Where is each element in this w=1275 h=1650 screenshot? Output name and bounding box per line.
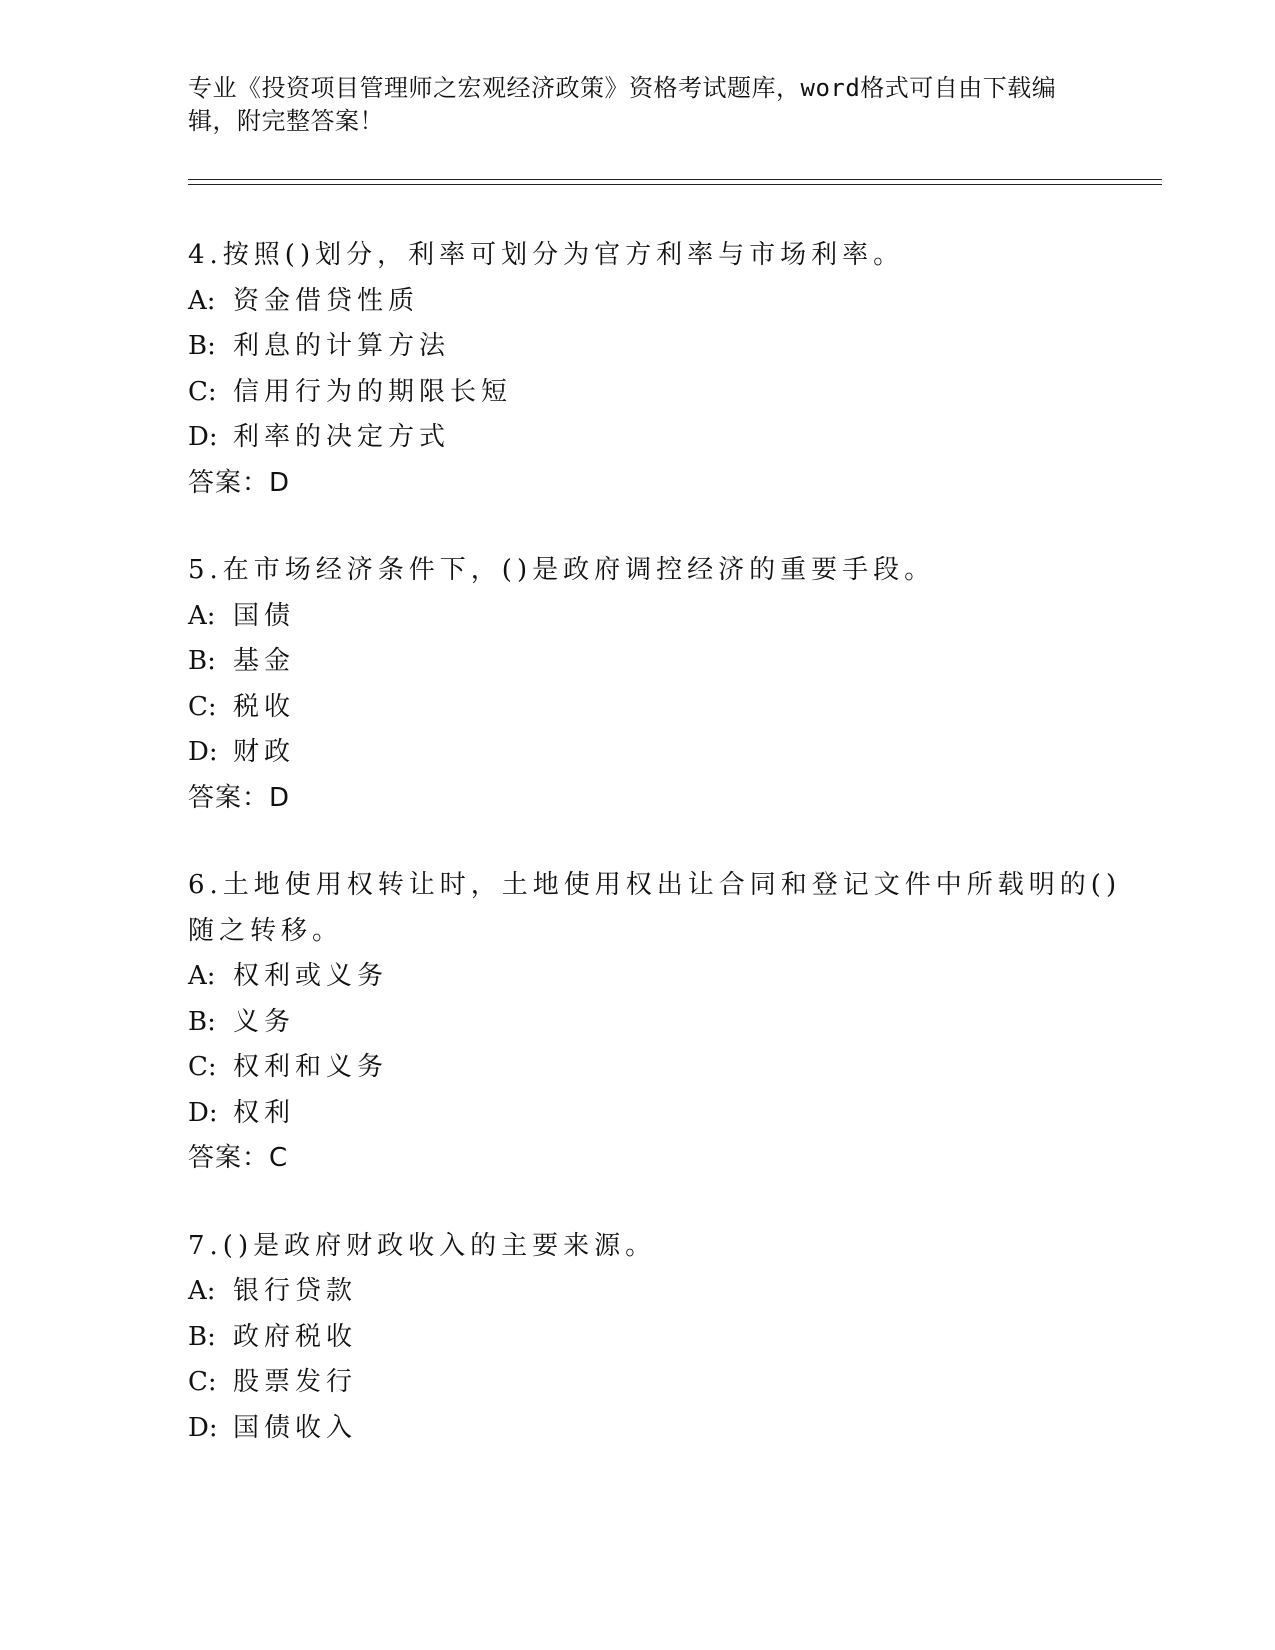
option-text: 税收: [233, 691, 296, 722]
answer-line: 答案：D: [188, 467, 291, 498]
option-a: [188, 1269, 1148, 1315]
option-letter: D:: [188, 737, 218, 767]
option-c: [188, 1360, 1148, 1406]
option-letter: C:: [188, 1367, 217, 1397]
option-text: 权利或义务: [233, 961, 389, 991]
option-b: [188, 639, 1148, 685]
question-stem: 5.在市场经济条件下，()是政府调控经济的重要手段。: [188, 555, 936, 585]
option-letter: B:: [188, 646, 216, 676]
option-text: 银行贷款: [233, 1276, 358, 1306]
question-list: [188, 233, 1148, 1493]
header-divider-top: [188, 179, 1162, 180]
option-text: 权利: [233, 1097, 296, 1128]
option-letter: C:: [188, 691, 217, 722]
option-text: 基金: [233, 646, 296, 676]
option-text: 义务: [233, 1006, 296, 1037]
option-d: [188, 1406, 1148, 1452]
option-text: 国债: [233, 600, 296, 631]
header-divider-bottom: [188, 184, 1162, 185]
option-text: 国债收入: [233, 1412, 358, 1443]
option-b: [188, 1000, 1148, 1046]
option-letter: B:: [188, 331, 216, 361]
answer-line: 答案：D: [188, 782, 291, 813]
question-item: [188, 863, 1148, 1182]
question-item: [188, 548, 1148, 821]
option-c: [188, 370, 1148, 416]
option-b: [188, 324, 1148, 370]
option-text: 利率的决定方式: [233, 422, 451, 452]
option-text: 资金借贷性质: [233, 285, 420, 316]
document-header: 专业《投资项目管理师之宏观经济政策》资格考试题库，word格式可自由下载编辑，附完整答案！: [188, 74, 1057, 135]
option-text: 权利和义务: [233, 1052, 389, 1082]
option-letter: A:: [188, 961, 216, 991]
option-a: [188, 594, 1148, 640]
option-text: 财政: [233, 737, 296, 767]
option-d: [188, 1091, 1148, 1137]
option-d: [188, 415, 1148, 461]
question-stem: 6.土地使用权转让时，土地使用权出让合同和登记文件中所载明的()随之转移。: [188, 870, 1122, 946]
option-letter: C:: [188, 376, 217, 407]
option-letter: A:: [188, 600, 216, 631]
question-item: [188, 1224, 1148, 1452]
option-a: [188, 279, 1148, 325]
option-c: [188, 1045, 1148, 1091]
option-letter: C:: [188, 1052, 217, 1082]
question-item: [188, 233, 1148, 506]
option-text: 利息的计算方法: [233, 331, 451, 361]
option-d: [188, 730, 1148, 776]
option-a: [188, 954, 1148, 1000]
question-stem: 7.()是政府财政收入的主要来源。: [188, 1230, 657, 1261]
option-letter: D:: [188, 1412, 218, 1443]
option-text: 股票发行: [233, 1367, 358, 1397]
question-stem: 4.按照()划分，利率可划分为官方利率与市场利率。: [188, 240, 905, 270]
option-letter: A:: [188, 1276, 216, 1306]
option-letter: D:: [188, 422, 218, 452]
option-letter: B:: [188, 1006, 216, 1037]
option-text: 政府税收: [233, 1321, 358, 1352]
option-text: 信用行为的期限长短: [233, 376, 513, 407]
option-b: [188, 1315, 1148, 1361]
answer-line: 答案：C: [188, 1143, 289, 1173]
option-letter: A:: [188, 285, 216, 316]
option-letter: D:: [188, 1097, 218, 1128]
option-letter: B:: [188, 1321, 216, 1352]
option-c: [188, 685, 1148, 731]
